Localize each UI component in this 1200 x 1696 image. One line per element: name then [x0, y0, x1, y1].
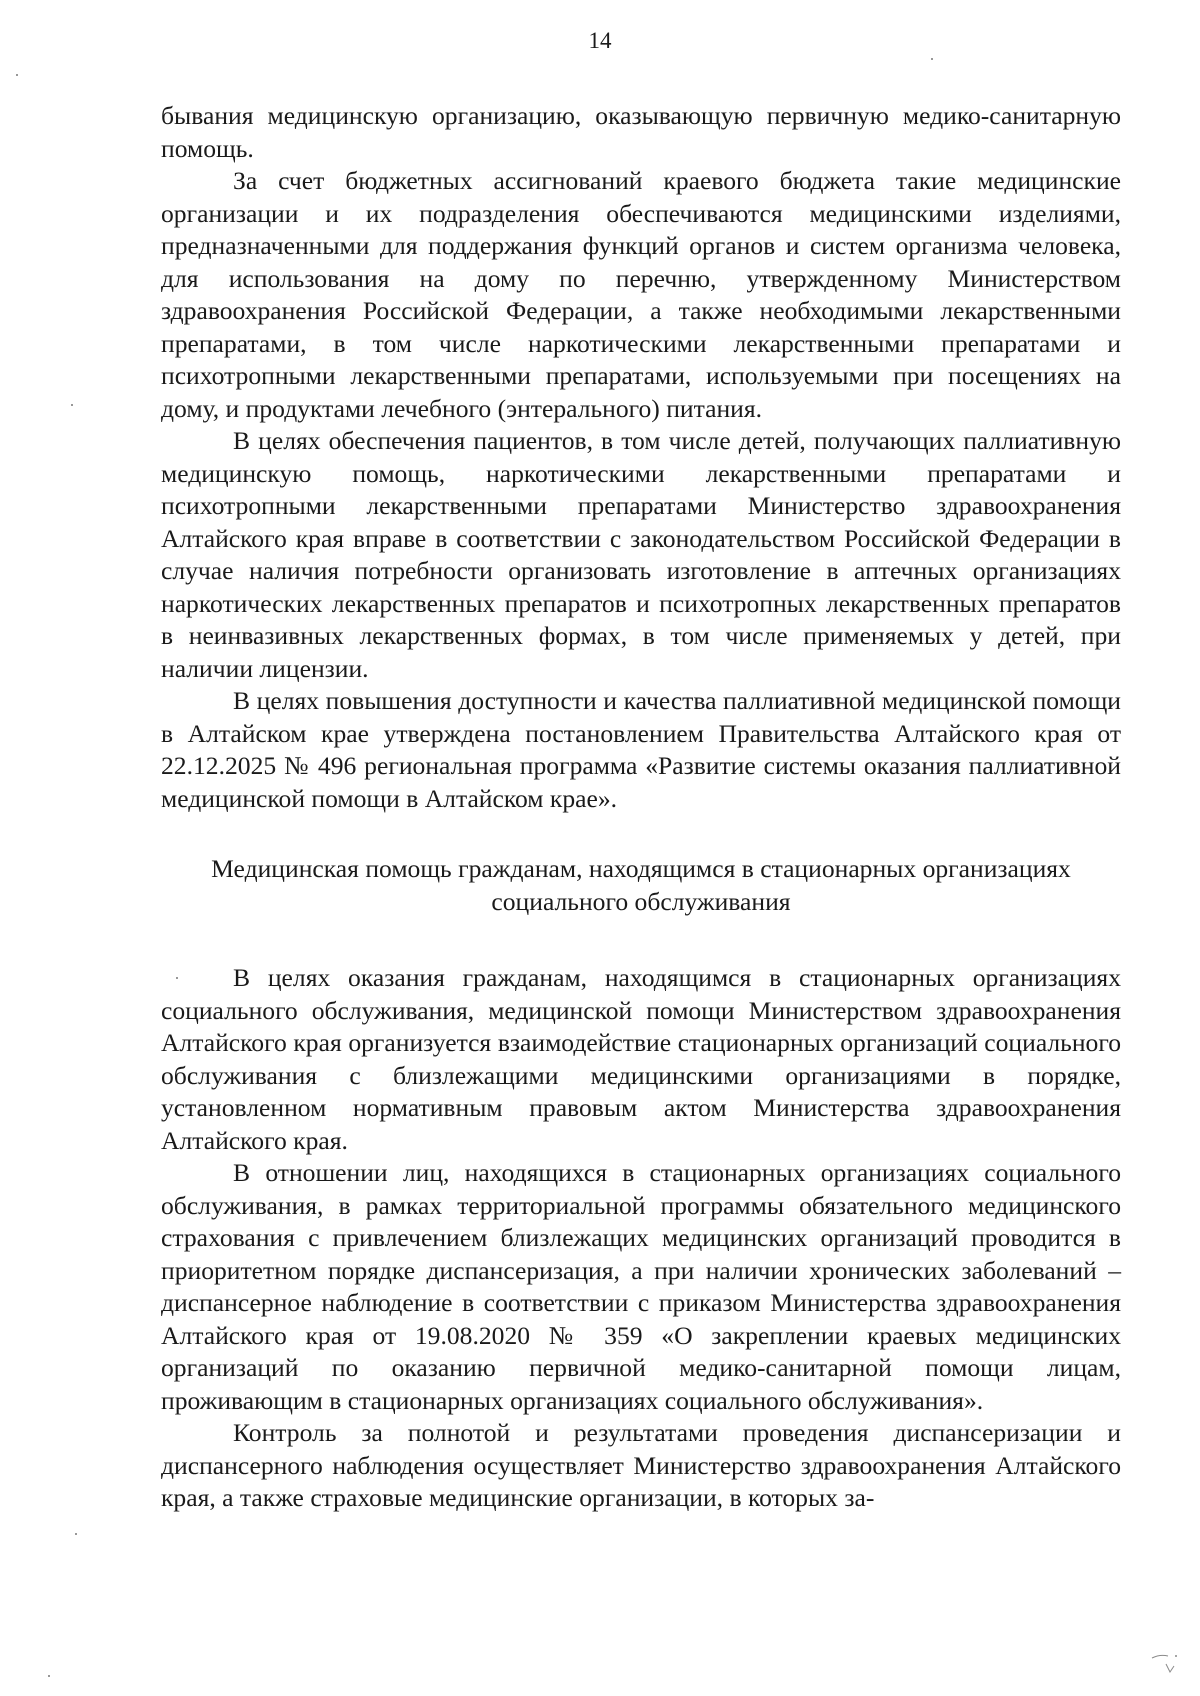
- scan-speck: [16, 74, 18, 76]
- paragraph-control: Контроль за полнотой и результатами проведения диспансеризации и диспансерного наблюдения осуществляет Министерство здравоохранения Алтайского края, а также страховые медицинские организации, в которых за-: [161, 1418, 1121, 1512]
- scan-artifact-mark: [1148, 1646, 1182, 1680]
- scan-speck: [931, 58, 933, 60]
- paragraph-continuation: бывания медицинскую организацию, оказывающую первичную медико-санитарную помощь.: [161, 101, 1121, 163]
- scan-speck: [48, 1675, 50, 1677]
- scan-speck: [75, 1533, 77, 1535]
- paragraph-narcotic-drugs: В целях обеспечения пациентов, в том числе детей, получающих паллиативную медицинскую помощь, наркотическими лекарственными препаратами и психотропными лекарственными препаратами Министерство здравоохранения Алтайского края вправе в соответствии с законодательством Российской Федерации в случае наличия потребности организовать изготовление в аптечных организациях наркотических лекарственных препаратов и психотропных лекарственных препаратов в неинвазивных лекарственных формах, в том числе применяемых у детей, при наличии лицензии.: [161, 426, 1121, 683]
- paragraph-social-organizations: В целях оказания гражданам, находящимся в стационарных организациях социального обслуживания, медицинской помощи Министерством здравоохранения Алтайского края организуется взаимодействие стационарных организаций социального обслуживания с близлежащими медицинскими организациями в порядке, установленном нормативным правовым актом Министерства здравоохранения Алтайского края.: [161, 963, 1121, 1155]
- document-body: [161, 100, 1121, 1515]
- page-number: 14: [588, 28, 612, 53]
- paragraph-regional-program: В целях повышения доступности и качества паллиативной медицинской помощи в Алтайском крае утверждена постановлением Правительства Алтайского края от 22.12.2025 № 496 региональная программа «Развитие системы оказания паллиативной медицинской помощи в Алтайском крае».: [161, 686, 1121, 813]
- section-heading: Медицинская помощь гражданам, находящимся в стационарных организациях социального обслуживания: [211, 854, 1071, 916]
- scan-speck: [71, 404, 73, 406]
- paragraph-dispensarization: В отношении лиц, находящихся в стационарных организациях социального обслуживания, в рамках территориальной программы обязательного медицинского страхования с привлечением близлежащих медицинских организаций проводится в приоритетном порядке диспансеризация, а при наличии хронических заболеваний – диспансерное наблюдение в соответствии с приказом Министерства здравоохранения Алтайского края от 19.08.2020 № 359 «О закреплении краевых медицинских организаций по оказанию первичной медико-санитарной помощи лицам, проживающим в стационарных организациях социального обслуживания».: [161, 1158, 1121, 1415]
- paragraph-medical-devices: За счет бюджетных ассигнований краевого бюджета такие медицинские организации и их подразделения обеспечиваются медицинскими изделиями, предназначенными для поддержания функций органов и систем организма человека, для использования на дому по перечню, утвержденному Министерством здравоохранения Российской Федерации, а также необходимыми лекарственными препаратами, в том числе наркотическими лекарственными препаратами и психотропными лекарственными препаратами, используемыми при посещениях на дому, и продуктами лечебного (энтерального) питания.: [161, 166, 1121, 423]
- scan-speck: [176, 977, 178, 979]
